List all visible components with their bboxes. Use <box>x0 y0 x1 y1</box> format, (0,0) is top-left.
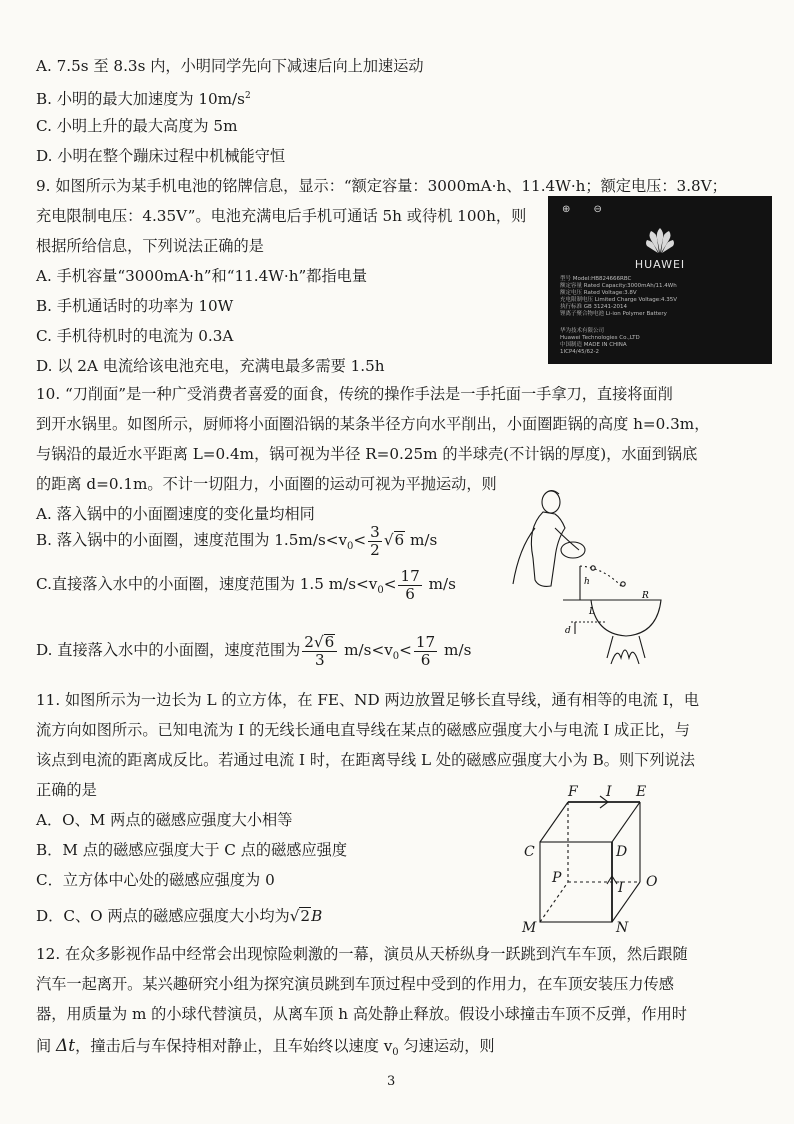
pot-stand <box>607 636 645 658</box>
q10-option-a: A. 落入锅中的小面圈速度的变化量均相同 <box>36 505 315 523</box>
battery-maker-line: 1ICP4/45/62-2 <box>560 349 599 355</box>
q11-option-a: A．O、M 两点的磁感应强度大小相等 <box>36 811 293 829</box>
q10-option-b-text: B. 落入锅中的小面圈，速度范围为 1.5m/s<v <box>36 531 348 549</box>
q11-stem-line1: 11. 如图所示为一边长为 L 的立方体，在 FE、ND 两边放置足够长直导线，通有相等的电流 I，电 <box>36 691 700 709</box>
label-O: O <box>646 874 658 890</box>
label-I-top: I <box>606 784 612 800</box>
q11-stem-line3: 该点到电流的距离成反比。若通过电流 I 时，在距离导线 L 处的磁感应强度大小为 B。则下列说法 <box>36 751 695 769</box>
sqrt-radicand: 2 <box>300 907 311 925</box>
q9-stem-line1: 9. 如图所示为某手机电池的铭牌信息，显示：“额定容量：3000mA·h、11.4W·h；额定电压：3.8V； <box>36 177 727 195</box>
q12-stem-line2: 汽车一起离开。某兴趣研究小组为探究演员跳到车顶过程中受到的作用力，在车顶安装压力传感 <box>36 975 674 993</box>
label-M: M <box>522 920 537 936</box>
battery-spec-line: 额定容量 Rated Capacity:3000mAh/11.4Wh <box>560 283 677 289</box>
battery-spec-line: 额定电压 Rated Voltage:3.8V <box>560 290 637 296</box>
fraction-numerator: 17 <box>400 566 420 585</box>
q11-stem-line2: 流方向如图所示。已知电流为 I 的无线长通电直导线在某点的磁感应强度大小与电流 I 成正比，与 <box>36 721 690 739</box>
sqrt-sign: √ <box>289 907 300 925</box>
q12-stem-line1: 12. 在众多影视作品中经常会出现惊险刺激的一幕，演员从天桥纵身一跃跳到汽车车顶，然后跟随 <box>36 945 688 963</box>
fraction-numerator: 17 <box>415 632 436 651</box>
q10-option-c-lt: < <box>383 575 397 593</box>
huawei-logo-icon <box>645 226 675 254</box>
battery-maker-line: Huawei Technologies Co.,LTD <box>560 335 640 341</box>
q8-option-b-sup: 2 <box>244 91 251 101</box>
pot-bowl <box>591 600 661 636</box>
fraction-denominator: 6 <box>405 584 415 603</box>
q10-option-b <box>36 522 437 565</box>
q10-option-b-unit: m/s <box>405 531 438 549</box>
q11-option-d <box>36 906 322 926</box>
cube-figure <box>510 776 680 936</box>
q12-line4-sub: 0 <box>392 1047 399 1059</box>
q11-option-d-symbol: B <box>311 907 323 925</box>
battery-nameplate-figure <box>548 196 772 364</box>
noodle-pot-figure <box>505 488 680 668</box>
label-N: N <box>616 920 629 936</box>
label-d: d <box>565 626 571 636</box>
q10-option-d-text: D. 直接落入水中的小面圈，速度范围为 <box>36 641 301 659</box>
cube-hidden-edge <box>540 882 568 922</box>
q11-stem-line4: 正确的是 <box>36 781 97 799</box>
q9-stem-line3: 根据所给信息，下列说法正确的是 <box>36 237 264 255</box>
battery-spec-line: 型号 Model:HB824666RBC <box>560 276 632 282</box>
q10-option-b-lt: < <box>353 531 367 549</box>
label-E: E <box>636 784 647 800</box>
q11-option-d-text: D．C、O 两点的磁感应强度大小均为 <box>36 907 290 925</box>
chef-body <box>531 512 565 586</box>
q10-option-c-unit: m/s <box>423 575 456 593</box>
fraction-denominator: 3 <box>314 650 325 669</box>
label-h: h <box>584 577 590 587</box>
q10-option-d-unit: m/s <box>439 641 472 659</box>
label-P: P <box>552 870 562 886</box>
q10-option-c <box>36 566 456 609</box>
q10-option-d-fraction2 <box>414 634 437 669</box>
q12-line4-end: 匀速运动，则 <box>398 1037 495 1055</box>
q8-option-b-text: B. 小明的最大加速度为 10m/s <box>36 90 245 109</box>
sqrt-radicand: 6 <box>394 531 405 549</box>
q10-option-d-fraction1 <box>302 634 337 669</box>
q9-option-c: C. 手机待机时的电流为 0.3A <box>36 327 234 345</box>
q12-line4-pre: 间 <box>36 1037 57 1055</box>
label-C: C <box>524 844 535 860</box>
sqrt-sign: √ <box>383 531 394 549</box>
q12-line4-post: ，撞击后与车保持相对静止，且车始终以速度 v <box>75 1037 393 1055</box>
battery-spec-line: 锂离子聚合物电池 Li-ion Polymer Battery <box>560 311 667 317</box>
q10-stem-line2: 到开水锅里。如图所示，厨师将小面圈沿锅的某条半径方向水平削出，小面圈距锅的高度 h=0.3m， <box>36 415 710 433</box>
chef-head <box>542 491 560 513</box>
fraction-denominator: 2 <box>370 540 380 559</box>
q10-option-d-sub: 0 <box>392 651 400 663</box>
label-L: L <box>589 607 595 617</box>
q9-stem-line2: 充电限制电压：4.35V”。电池充满电后手机可通话 5h 或待机 100h，则 <box>36 207 527 225</box>
label-I-side: I <box>618 880 624 896</box>
label-R: R <box>642 591 649 601</box>
fraction-denominator: 6 <box>420 650 431 669</box>
q10-option-c-sub: 0 <box>377 585 384 597</box>
q9-option-d: D. 以 2A 电流给该电池充电，充满电最多需要 1.5h <box>36 357 385 375</box>
fraction-numerator <box>302 634 337 652</box>
cube-edge <box>612 802 640 842</box>
battery-terminal-symbols: ⊕ ⊖ <box>562 204 612 215</box>
q10-option-c-text: C.直接落入水中的小面圈，速度范围为 1.5 m/s<v <box>36 575 378 593</box>
q10-option-b-sub: 0 <box>347 541 354 553</box>
fraction-numerator: 3 <box>370 522 380 541</box>
q9-option-a: A. 手机容量“3000mA·h”和“11.4W·h”都指电量 <box>36 267 368 285</box>
battery-spec-line: 执行标准 GB 31241-2014 <box>560 304 628 310</box>
q12-delta-t: Δt <box>56 1036 76 1056</box>
q10-option-d <box>36 632 471 675</box>
q10-option-d-mid: m/s<v <box>339 641 393 659</box>
battery-maker-line: 中国制造 MADE IN CHINA <box>560 342 627 348</box>
q10-stem-line4: 的距离 d=0.1m。不计一切阻力，小面圈的运动可视为平抛运动，则 <box>36 475 497 493</box>
battery-spec-line: 充电限制电压 Limited Charge Voltage:4.35V <box>560 297 677 303</box>
label-F: F <box>568 784 578 800</box>
label-D: D <box>616 844 628 860</box>
sqrt-radicand: 6 <box>324 632 335 651</box>
cube-edge <box>612 882 640 922</box>
q12-stem-line3: 器，用质量为 m 的小球代替演员，从离车顶 h 高处静止释放。假设小球撞击车顶不反弹，作用时 <box>36 1005 687 1023</box>
q11-option-b: B．M 点的磁感应强度大于 C 点的磁感应强度 <box>36 841 348 859</box>
sqrt-sign: √ <box>313 632 324 651</box>
q10-stem-line1: 10. “刀削面”是一种广受消费者喜爱的面食，传统的操作手法是一手托面一手拿刀，直接将面削 <box>36 385 673 403</box>
battery-maker-line: 华为技术有限公司 <box>560 328 605 334</box>
noodle-piece <box>621 582 625 586</box>
chef-arm <box>555 528 579 550</box>
fraction-coefficient: 2 <box>304 632 314 651</box>
cube-edge <box>540 802 568 842</box>
q10-option-b-fraction <box>368 524 382 559</box>
fire-flames <box>611 650 639 664</box>
q10-option-c-fraction <box>398 568 421 603</box>
battery-brand: HUAWEI <box>634 258 686 271</box>
q8-option-d: D. 小明在整个蹦床过程中机械能守恒 <box>36 147 286 165</box>
q11-option-c: C．立方体中心处的磁感应强度为 0 <box>36 871 275 889</box>
page-number: 3 <box>387 1074 396 1089</box>
q9-option-b: B. 手机通话时的功率为 10W <box>36 297 234 315</box>
q8-option-b <box>36 86 251 109</box>
q8-option-c: C. 小明上升的最大高度为 5m <box>36 117 238 135</box>
q10-stem-line3: 与锅沿的最近水平距离 L=0.4m，锅可视为半径 R=0.25m 的半球壳(不计锅的厚度)，水面到锅底 <box>36 445 698 463</box>
q12-stem-line4 <box>36 1036 495 1063</box>
q10-option-d-lt: < <box>399 641 412 659</box>
q8-option-a: A. 7.5s 至 8.3s 内，小明同学先向下减速后向上加速运动 <box>36 57 424 75</box>
